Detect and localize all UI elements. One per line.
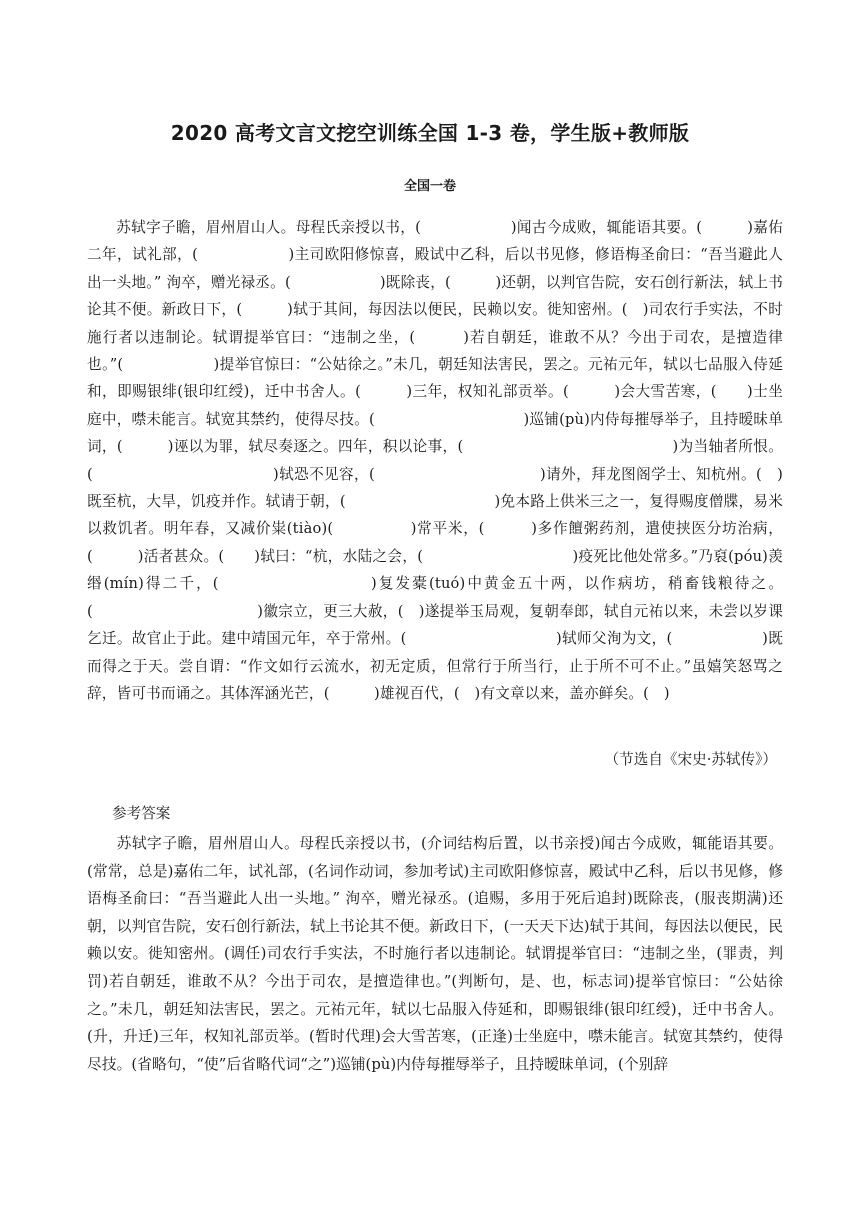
passage-text: 苏轼字子瞻，眉州眉山人。母程氏亲授以书，( )闻古今成败，辄能语其要。( )嘉佑二年，试礼部，( )主司欧阳修惊喜，殿试中乙科，后以书见修，修语梅圣俞曰：“吾当避此人出一头地。” 洵卒，赠光禄丞。( )既除丧，( )还朝，以判官告院，安石创行新法，轼上书论其不便。新政日下，( )轼于其间，每因法以便民，民赖以安。徙知密州。( )司农行手实法，不时施行者以违制论。轼谓提举官曰：“违制之坐，( )若自朝廷，谁敢不从？今出于司农，是擅造律也。”( )提举官惊曰：“公姑徐之。”未几，朝廷知法害民，罢之。元祐元年，轼以七品服入侍延和，即赐银绯(银印红绶)，迁中书舍人。( )三年，权知礼部贡举。( )会大雪苦寒，( )士坐庭中，噤未能言。轼宽其禁约，使得尽技。( )巡铺(pù)内侍每摧辱举子，且持暧昧单词，( )诬以为罪，轼尽奏逐之。四年，积以论事，( )为当轴者所恨。( )轼恐不见容，( )请外，拜龙图阁学士、知杭州。( )既至杭，大旱，饥疫并作。轼请于朝，( )免本路上供米三之一，复得赐度僧牒，易米以救饥者。明年春，又减价粜(tiào)( )常平米，( )多作饘粥药剂，遣使挟医分坊治病，( )活者甚众。( )轼曰：“杭，水陆之会，( )疫死比他处常多。”乃裒(póu)羡缗(mín)得二千，( )复发橐(tuó)中黄金五十两，以作病坊，稍畜钱粮待之。( )徽宗立，更三大赦，( )遂提举玉局观，复朝奉郎，轼自元祐以来，未尝以岁课乞迁。故官止于此。建中靖国元年，卒于常州。( )轼师父洵为文，( )既而得之于天。尝自谓：“作文如行云流水，初无定质，但常行于所当行，止于所不可不止。”虽嬉笑怒骂之辞，皆可书而诵之。其体浑涵光芒，( )雄视百代，( )有文章以来，盖亦鲜矣。( ) (87, 219, 783, 702)
section-heading: 全国一卷 (403, 179, 456, 194)
answer-text: 苏轼字子瞻，眉州眉山人。母程氏亲授以书，(介词结构后置，以书亲授)闻古今成败，辄能语其要。(常常，总是)嘉佑二年，试礼部，(名词作动词，参加考试)主司欧阳修惊喜，殿试中乙科，后以书见修，修语梅圣俞曰：“吾当避此人出一头地。” 洵卒，赠光禄丞。(追赐，多用于死后追封)既除丧，(服丧期满)还朝，以判官告院，安石创行新法，轼上书论其不便。新政日下，(一天天下达)轼于其间，每因法以便民，民赖以安。徙知密州。(调任)司农行手实法，不时施行者以违制论。轼谓提举官曰：“违制之坐，(罪责，判罚)若自朝廷，谁敢不从？今出于司农，是擅造律也。”(判断句，是、也，标志词)提举官惊曰：“公姑徐之。”未几，朝廷知法害民，罢之。元祐元年，轼以七品服入侍延和，即赐银绯(银印红绶)，迁中书舍人。(升，升迁)三年，权知礼部贡举。(暂时代理)会大雪苦寒，(正逢)士坐庭中，噤未能言。轼宽其禁约，使得尽技。(省略句，“使”后省略代词“之”)巡铺(pù)内侍每摧辱举子，且持暧昧单词，(个别辞 (87, 835, 783, 1073)
answer-heading: 参考答案 (112, 805, 171, 822)
source-citation: （节选自《宋史·苏轼传》） (604, 751, 777, 768)
document-title: 2020 高考文言文挖空训练全国 1-3 卷，学生版+教师版 (170, 121, 690, 145)
